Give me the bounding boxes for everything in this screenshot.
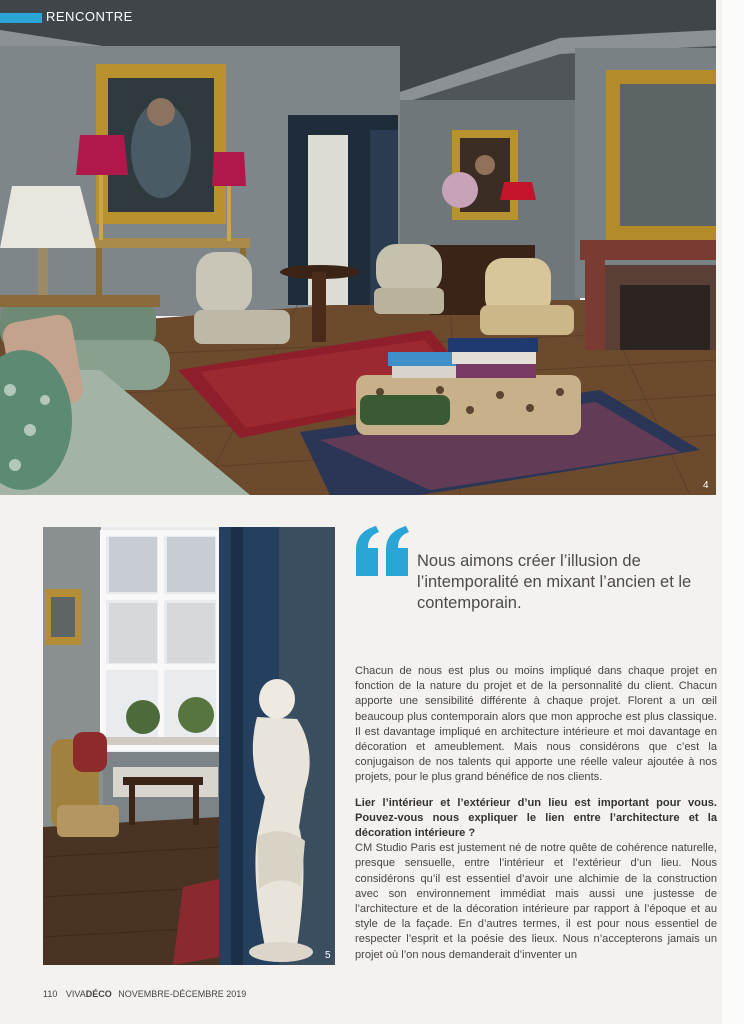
magazine-name bbox=[66, 989, 112, 999]
statue-photo bbox=[43, 527, 335, 965]
photo-1-number: 4 bbox=[703, 480, 709, 491]
issue-date: NOVEMBRE-DÉCEMBRE 2019 bbox=[118, 989, 247, 999]
paragraph-1: Chacun de nous est plus ou moins impliqué dans chaque projet en fonction de la nature du projet et de la personnalité du client. Chacun apporte une sensibilité différente à chaque projet. Florent a un œil beaucoup plus contemporain alors que mon approche est plus classique. Il est davantage impliqué en architecture intérieure et moi davantage en décoration et ameublement. Mais nous considérons que c’est la conjugaison de nos talents qui apporte une réelle valeur ajoutée à nos projets, pour le plus grand bénéfice de nos clients. bbox=[355, 665, 717, 784]
magazine-prefix: VIVA bbox=[65, 989, 86, 999]
interview-question: Lier l’intérieur et l’extérieur d’un lieu est important pour vous. Pouvez-vous nous expliquer le lien entre l’architecture et la décoration intérieure ? bbox=[355, 796, 717, 840]
quote-mark-icon bbox=[352, 520, 414, 582]
section-rubric: RENCONTRE bbox=[46, 9, 133, 24]
page-number: 110 bbox=[43, 989, 58, 999]
interview-answer: CM Studio Paris est justement né de notre quête de cohérence naturelle, presque sensuelle, entre l’intérieur et l’extérieur d’un lieu. Nous considérons qu’il est essentiel d’avoir une alchimie de la construction avec son environnement immédiat mais aussi une justesse de l’architecture et de la décoration intérieure par rapport à l’époque et au style de la façade. En d’autres termes, il est pour nous essentiel de respecter l’esprit et la poésie des lieux. Nous n’accepterons jamais un projet où l’on nous demanderait d’inventer un bbox=[355, 842, 717, 961]
rubric-accent-bar bbox=[0, 13, 42, 23]
magazine-suffix: DÉCO bbox=[85, 989, 112, 999]
page-edge bbox=[722, 0, 744, 1024]
page-footer bbox=[43, 989, 246, 999]
salon-photo bbox=[0, 0, 716, 495]
photo-2-number: 5 bbox=[325, 950, 331, 961]
pull-quote: Nous aimons créer l’illusion de l’intemporalité en mixant l’ancien et le contemporain. bbox=[417, 552, 692, 612]
article-body bbox=[355, 664, 717, 963]
